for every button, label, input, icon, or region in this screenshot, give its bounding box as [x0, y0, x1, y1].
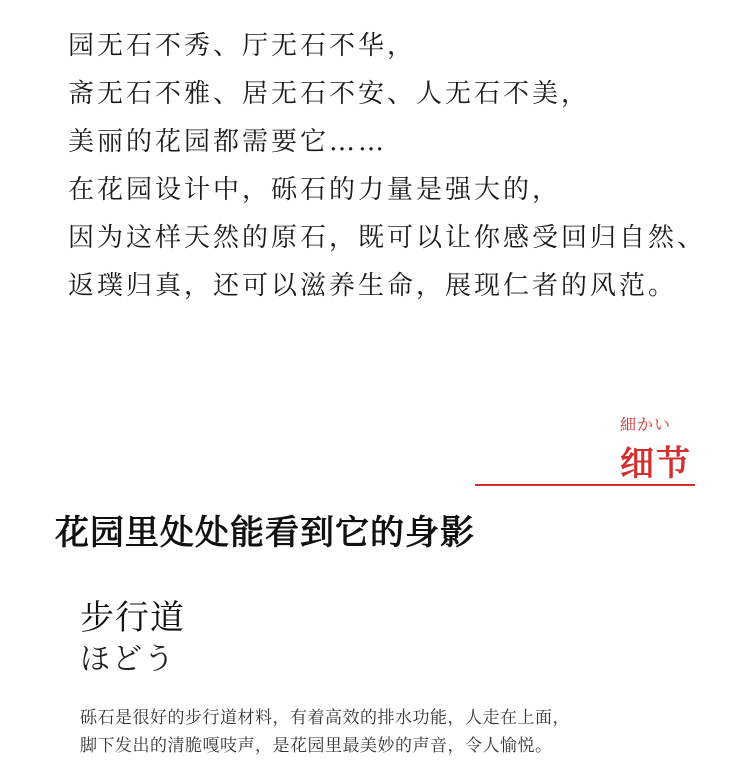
section-divider — [475, 484, 695, 486]
poem-line: 斋无石不雅、居无石不安、人无石不美， — [68, 79, 591, 109]
detail-main-label: 细节 — [620, 444, 692, 484]
section-heading: 花园里处处能看到它的身影 — [55, 513, 475, 553]
item-reading: ほどう — [80, 642, 176, 677]
poem-line: 因为这样天然的原石，既可以让你感受回归自然、 — [68, 223, 707, 253]
poem-line: 在花园设计中，砾石的力量是强大的， — [68, 175, 562, 205]
poem-line: 美丽的花园都需要它…… — [68, 127, 388, 157]
item-title: 步行道 — [80, 598, 185, 638]
poem-block — [68, 22, 738, 310]
detail-sub-label: 細かい — [620, 415, 672, 434]
poem-line: 园无石不秀、厅无石不华， — [68, 31, 417, 61]
poem-line: 返璞归真，还可以滋养生命，展现仁者的风范。 — [68, 271, 678, 301]
description-line: 脚下发出的清脆嘎吱声，是花园里最美妙的声音，令人愉悦。 — [80, 736, 553, 756]
item-description — [80, 704, 720, 760]
description-line: 砾石是很好的步行道材料，有着高效的排水功能，人走在上面， — [80, 708, 570, 728]
